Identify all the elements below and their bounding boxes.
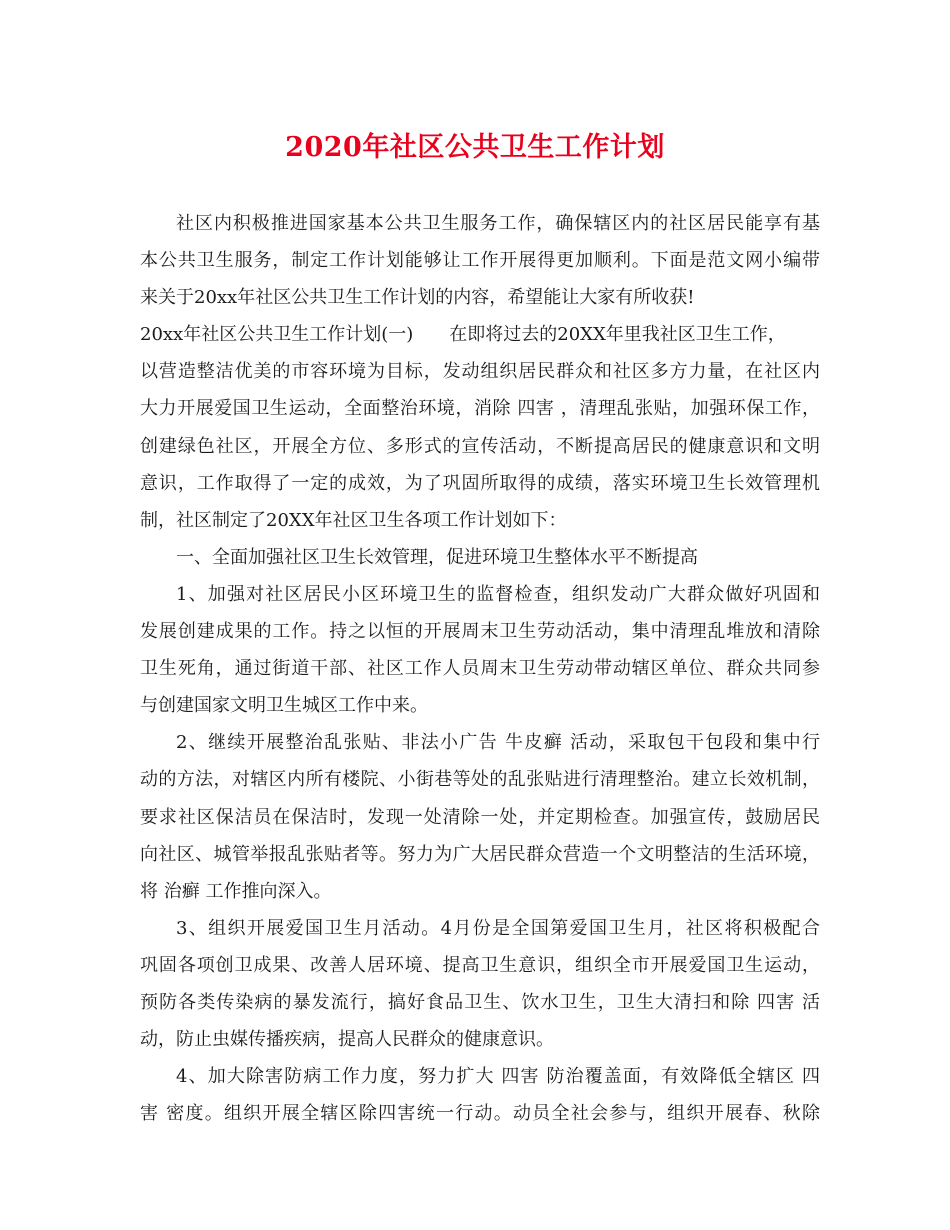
paragraph-line: 与创建国家文明卫生城区工作中来。 bbox=[140, 695, 428, 717]
paragraph-line: 害 密度。组织开展全辖区除四害统一行动。动员全社会参与，组织开展春、秋除 bbox=[140, 1103, 820, 1125]
paragraph-line: 以营造整洁优美的市容环境为目标，发动组织居民群众和社区多方力量，在社区内 bbox=[140, 361, 820, 383]
paragraph-line: 意识，工作取得了一定的成效，为了巩固所取得的成绩，落实环境卫生长效管理机 bbox=[140, 472, 820, 494]
section-heading: 20xx年社区公共卫生工作计划(一) bbox=[140, 324, 414, 346]
paragraph-line: 创建绿色社区，开展全方位、多形式的宣传活动，不断提高居民的健康意识和文明 bbox=[140, 435, 820, 457]
paragraph-line: 预防各类传染病的暴发流行，搞好食品卫生、饮水卫生，卫生大清扫和除 四害 活 bbox=[140, 991, 820, 1013]
paragraph-line: 大力开展爱国卫生运动，全面整治环境，消除 四害 ，清理乱张贴，加强环保工作， bbox=[140, 398, 820, 420]
document-body bbox=[140, 205, 820, 1132]
paragraph-line: 来关于20xx年社区公共卫生工作计划的内容，希望能让大家有所收获! bbox=[140, 287, 695, 309]
paragraph-line: 向社区、城管举报乱张贴者等。努力为广大居民群众营造一个文明整洁的生活环境， bbox=[140, 843, 820, 865]
paragraph-line: 动，防止虫媒传播疾病，提高人民群众的健康意识。 bbox=[140, 1029, 554, 1051]
paragraph-line: 本公共卫生服务，制定工作计划能够让工作开展得更加顺利。下面是范文网小编带 bbox=[140, 250, 820, 272]
paragraph-line: 4、加大除害防病工作力度，努力扩大 四害 防治覆盖面，有效降低全辖区 四 bbox=[176, 1066, 820, 1088]
paragraph-line: 卫生死角，通过街道干部、社区工作人员周末卫生劳动带动辖区单位、群众共同参 bbox=[140, 658, 820, 680]
section-heading-line bbox=[140, 316, 820, 353]
paragraph-line: 要求社区保洁员在保洁时，发现一处清除一处，并定期检查。加强宣传，鼓励居民 bbox=[140, 806, 820, 828]
paragraph-line: 制，社区制定了20XX年社区卫生各项工作计划如下： bbox=[140, 509, 567, 531]
paragraph-line: 2、继续开展整治乱张贴、非法小广告 牛皮癣 活动，采取包干包段和集中行 bbox=[176, 732, 820, 754]
paragraph-line: 1、加强对社区居民小区环境卫生的监督检查，组织发动广大群众做好巩固和 bbox=[176, 583, 820, 605]
subsection-heading: 一、全面加强社区卫生长效管理，促进环境卫生整体水平不断提高 bbox=[176, 546, 698, 568]
paragraph-line: 动的方法，对辖区内所有楼院、小街巷等处的乱张贴进行清理整治。建立长效机制， bbox=[140, 769, 820, 791]
paragraph-line: 社区内积极推进国家基本公共卫生服务工作，确保辖区内的社区居民能享有基 bbox=[176, 213, 820, 234]
paragraph-line: 巩固各项创卫成果、改善人居环境、提高卫生意识，组织全市开展爱国卫生运动， bbox=[140, 954, 820, 976]
paragraph-line: 3、组织开展爱国卫生月活动。4月份是全国第爱国卫生月，社区将积极配合 bbox=[176, 917, 820, 939]
paragraph-text: 在即将过去的20XX年里我社区卫生工作， bbox=[449, 324, 786, 346]
document-title: 2020年社区公共卫生工作计划 bbox=[285, 132, 665, 163]
paragraph-line: 发展创建成果的工作。持之以恒的开展周末卫生劳动活动，集中清理乱堆放和清除 bbox=[140, 621, 820, 643]
paragraph-line: 将 治癣 工作推向深入。 bbox=[140, 880, 332, 902]
